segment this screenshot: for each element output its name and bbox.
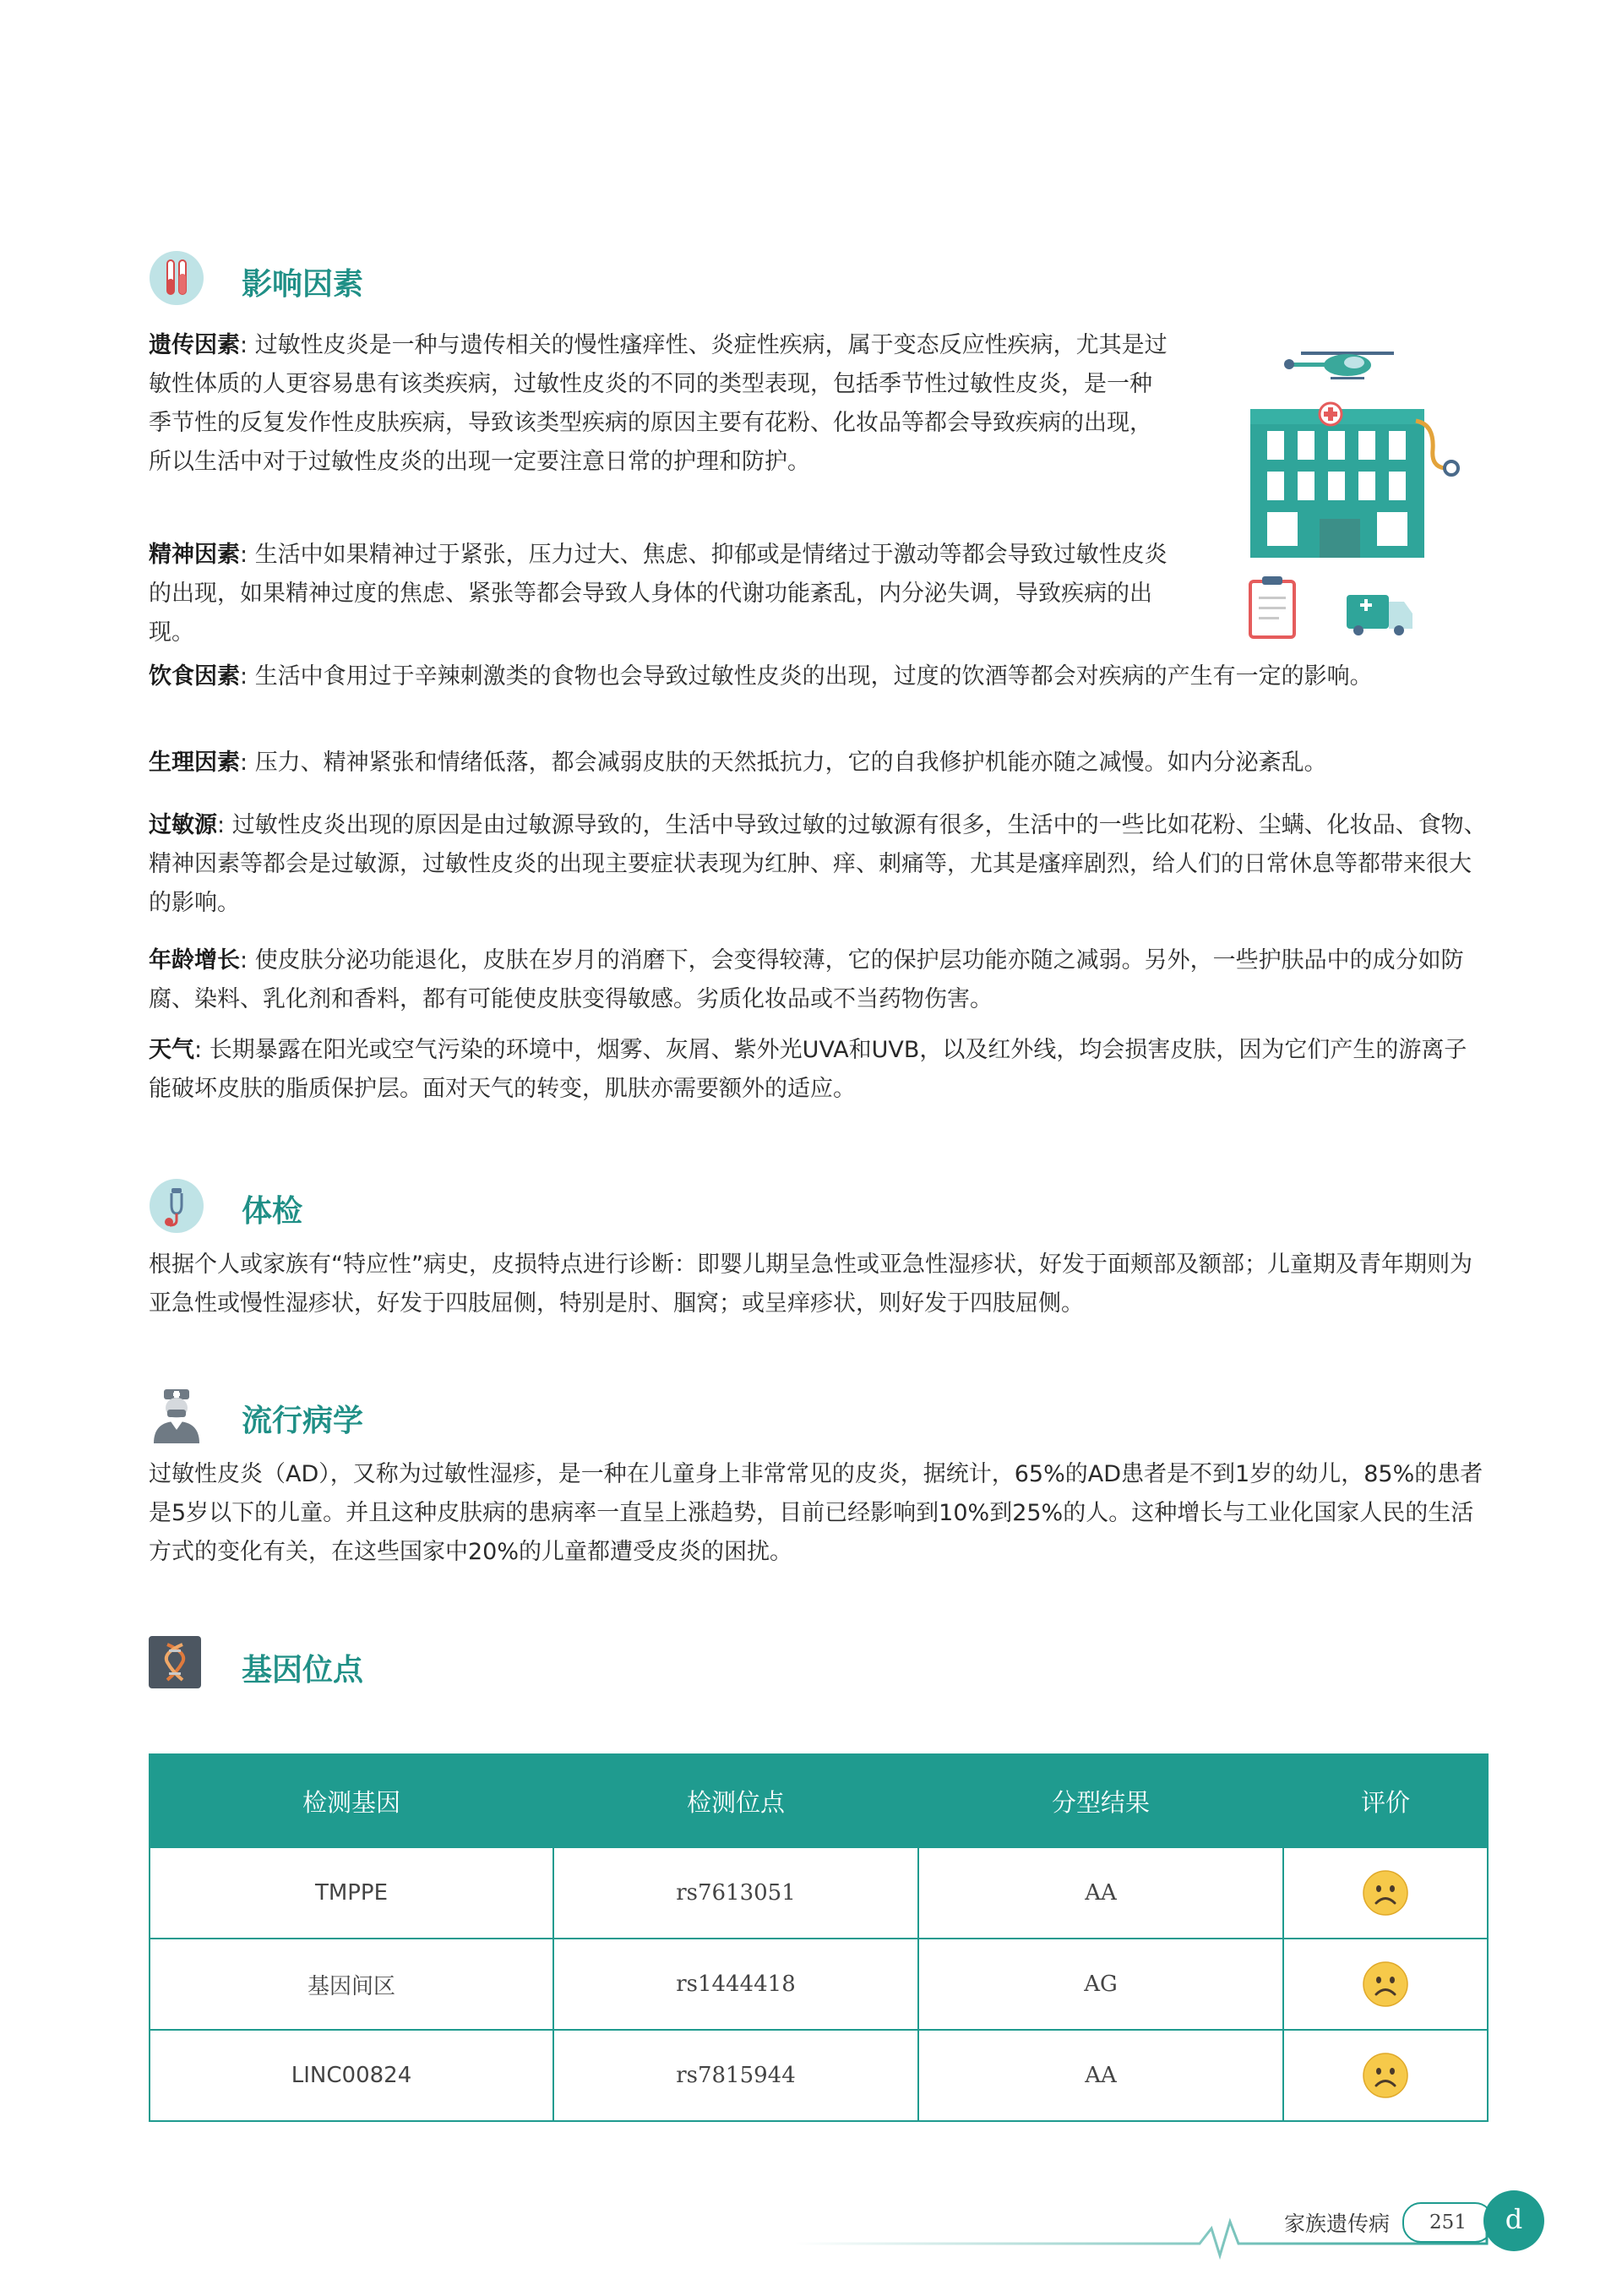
section-title-factors: 影响因素 — [242, 267, 364, 302]
cell-gene: TMPPE — [150, 1847, 553, 1939]
factor-separator: : — [217, 812, 232, 838]
sad-face-icon — [1363, 1961, 1408, 2007]
cell-site: rs1444418 — [553, 1939, 918, 2030]
factor-text: 长期暴露在阳光或空气污染的环境中，烟雾、灰屑、紫外光UVA和UVB，以及红外线，均会损害皮肤，因为它们产生的游离子能破坏皮肤的脂质保护层。面对天气的转变，肌肤亦需要额外的适应。 — [149, 1037, 1467, 1102]
doctor-icon — [149, 1388, 204, 1443]
factor-text: 过敏性皮炎是一种与遗传相关的慢性瘙痒性、炎症性疾病，属于变态反应性疾病，尤其是过敏性体质的人更容易患有该类疾病，过敏性皮炎的不同的类型表现，包括季节性过敏性皮炎，是一种季节性的反复发作性皮肤疾病，导致该类型疾病的原因主要有花粉、化妆品等都会导致疾病的出现，所以生活中对于过敏性皮炎的出现一定要注意日常的护理和防护。 — [149, 332, 1168, 475]
factor-separator: : — [240, 750, 255, 776]
factor-label: 饮食因素 — [149, 663, 240, 690]
hospital-illustration — [1242, 336, 1478, 641]
section-title-epi: 流行病学 — [242, 1404, 364, 1438]
cell-site: rs7815944 — [553, 2030, 918, 2121]
footer-badge: d — [1483, 2190, 1544, 2251]
factor-paragraph — [149, 657, 1487, 696]
factor-text: 过敏性皮炎出现的原因是由过敏源导致的，生活中导致过敏的过敏源有很多，生活中的一些比如花粉、尘螨、化妆品、食物、精神因素等都会是过敏源，过敏性皮炎的出现主要症状表现为红肿、痒、刺痛等，尤其是瘙痒剧烈，给人们的日常休息等都带来很大的影响。 — [149, 812, 1487, 916]
factor-paragraph — [149, 941, 1487, 1019]
table-header-row — [150, 1754, 1488, 1847]
cell-gene: LINC00824 — [150, 2030, 553, 2121]
dna-icon — [149, 1636, 201, 1688]
factor-separator: : — [240, 332, 255, 358]
factor-label: 生理因素 — [149, 750, 240, 776]
factor-paragraph — [149, 744, 1487, 783]
table-row — [150, 1847, 1488, 1939]
exam-paragraph: 根据个人或家族有“特应性”病史，皮损特点进行诊断：即婴儿期呈急性或亚急性湿疹状，好发于面颊部及额部；儿童期及青年期则为亚急性或慢性湿疹状，好发于四肢屈侧，特别是肘、腘窝；或呈痒疹状，则好发于四肢屈侧。 — [149, 1252, 1472, 1317]
section-title-exam: 体检 — [242, 1194, 303, 1229]
factor-paragraph — [149, 1031, 1487, 1109]
gene-table — [149, 1753, 1489, 2122]
table-row — [150, 1939, 1488, 2030]
sad-face-icon — [1363, 1870, 1408, 1916]
factor-label: 精神因素 — [149, 542, 240, 568]
sad-face-icon — [1363, 2053, 1408, 2098]
test-tubes-icon — [149, 250, 204, 306]
factor-text: 使皮肤分泌功能退化，皮肤在岁月的消磨下，会变得较薄，它的保护层功能亦随之减弱。另外，一些护肤品中的成分如防腐、染料、乳化剂和香料，都有可能使皮肤变得敏感。劣质化妆品或不当药物伤害。 — [149, 947, 1464, 1012]
factor-paragraph — [149, 326, 1171, 482]
cell-rating — [1283, 1939, 1488, 2030]
cell-genotype: AA — [918, 1847, 1283, 1939]
factor-label: 年龄增长 — [149, 947, 240, 973]
factor-paragraph — [149, 536, 1171, 652]
factor-separator: : — [240, 663, 255, 690]
cell-rating — [1283, 1847, 1488, 1939]
section-title-locus: 基因位点 — [242, 1653, 364, 1688]
factor-label: 天气 — [149, 1037, 194, 1063]
cell-site: rs7613051 — [553, 1847, 918, 1939]
header-site: 检测位点 — [553, 1754, 918, 1847]
factor-separator: : — [194, 1037, 210, 1063]
header-rating: 评价 — [1283, 1754, 1488, 1847]
footer-label: 家族遗传病 — [1284, 2211, 1391, 2236]
epi-paragraph: 过敏性皮炎（AD），又称为过敏性湿疹，是一种在儿童身上非常常见的皮炎，据统计，65%的AD患者是不到1岁的幼儿，85%的患者是5岁以下的儿童。并且这种皮肤病的患病率一直呈上涨趋势，目前已经影响到10%到25%的人。这种增长与工业化国家人民的生活方式的变化有关，在这些国家中20%的儿童都遭受皮炎的困扰。 — [149, 1461, 1483, 1565]
cell-genotype: AG — [918, 1939, 1283, 2030]
table-row — [150, 2030, 1488, 2121]
stethoscope-icon — [149, 1178, 204, 1234]
page-number: 251 — [1402, 2202, 1494, 2243]
factor-paragraph — [149, 806, 1487, 923]
helicopter-icon — [1284, 352, 1394, 379]
factor-text: 生活中如果精神过于紧张，压力过大、焦虑、抑郁或是情绪过于激动等都会导致过敏性皮炎的出现，如果精神过度的焦虑、紧张等都会导致人身体的代谢功能紊乱，内分泌失调，导致疾病的出现。 — [149, 542, 1168, 646]
cell-gene: 基因间区 — [150, 1939, 553, 2030]
header-genotype: 分型结果 — [918, 1754, 1283, 1847]
factor-separator: : — [240, 542, 255, 568]
cell-rating — [1283, 2030, 1488, 2121]
cell-genotype: AA — [918, 2030, 1283, 2121]
factor-text: 压力、精神紧张和情绪低落，都会减弱皮肤的天然抵抗力，它的自我修护机能亦随之减慢。如内分泌紊乱。 — [254, 750, 1327, 776]
header-gene: 检测基因 — [150, 1754, 553, 1847]
factor-label: 遗传因素 — [149, 332, 240, 358]
factor-text: 生活中食用过于辛辣刺激类的食物也会导致过敏性皮炎的出现，过度的饮酒等都会对疾病的产生有一定的影响。 — [254, 663, 1373, 690]
factor-label: 过敏源 — [149, 812, 217, 838]
factor-separator: : — [240, 947, 255, 973]
